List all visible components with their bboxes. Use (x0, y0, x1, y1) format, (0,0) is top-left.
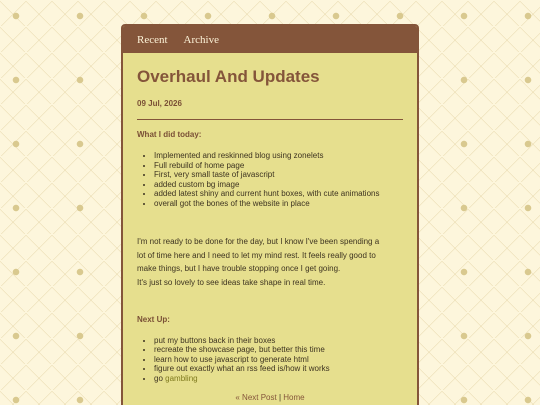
did-today-list (137, 151, 403, 208)
paragraph-line: lot of time here and I need to let my mind rest. It feels really good to (137, 250, 376, 260)
list-item: • put my buttons back in their boxes (154, 336, 403, 346)
list-item: • recreate the showcase page, but better this time (154, 345, 403, 355)
post-footer-nav (137, 393, 403, 402)
home-link[interactable]: Home (283, 393, 305, 403)
list-item-prefix: go (154, 373, 166, 383)
post-title: Overhaul And Updates (137, 67, 320, 86)
did-today-heading: What I did today: (137, 130, 202, 139)
next-up-heading: Next Up: (137, 314, 170, 324)
footer-separator: | (276, 393, 284, 403)
list-item: • learn how to use javascript to generate html (154, 355, 403, 365)
top-nav (123, 26, 417, 53)
list-item: • Implemented and reskinned blog using zonelets (154, 151, 403, 161)
list-item: • figure out exactly what an rss feed is/how it works (154, 364, 403, 374)
post-container (121, 24, 419, 405)
post-content (123, 53, 417, 402)
nav-recent-link[interactable]: Recent (137, 33, 168, 46)
paragraph-line: make things, but I have trouble stopping once I get going. (137, 264, 341, 274)
next-post-link[interactable]: « Next Post (235, 393, 277, 403)
paragraph-line: It's just so lovely to see ideas take shape in real time. (137, 278, 326, 288)
title-divider (137, 119, 403, 120)
gambling-link[interactable]: gambling (165, 373, 198, 383)
post-date: 09 Jul, 2026 (137, 99, 182, 108)
next-up-list (137, 336, 403, 384)
list-item: • First, very small taste of javascript (154, 170, 403, 180)
list-item (154, 374, 403, 384)
list-item: • overall got the bones of the website in place (154, 199, 403, 209)
post-paragraph (137, 235, 403, 290)
paragraph-line: I'm not ready to be done for the day, but I know I've been spending a (137, 237, 380, 246)
list-item: • added latest shiny and current hunt boxes, with cute animations (154, 189, 403, 199)
list-item: • added custom bg image (154, 180, 403, 190)
list-item: • Full rebuild of home page (154, 161, 403, 171)
nav-archive-link[interactable]: Archive (183, 33, 219, 46)
